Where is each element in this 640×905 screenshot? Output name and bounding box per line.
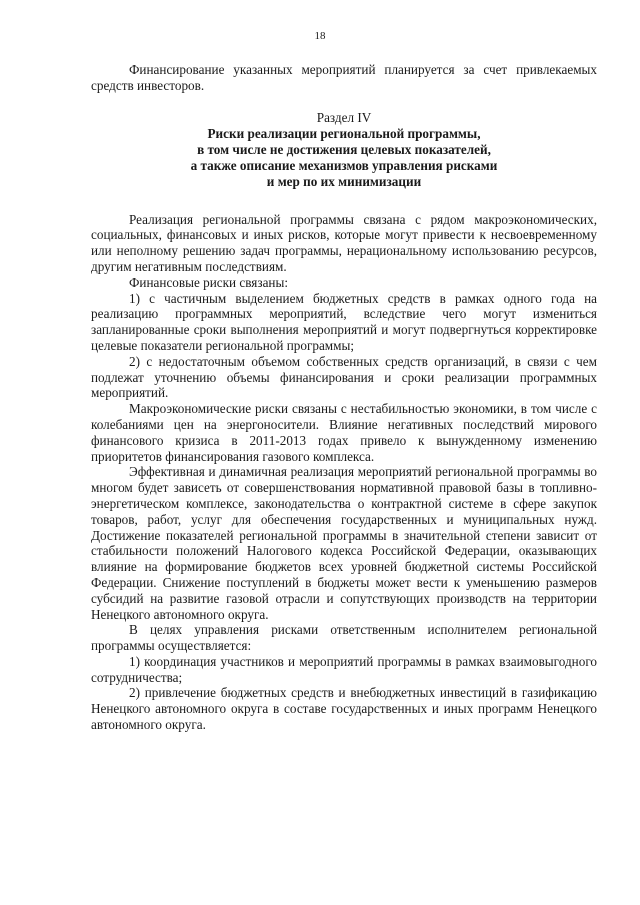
list-item: 1) координация участников и мероприятий программы в рамках взаимовыгодного сотрудничества; [91, 653, 597, 685]
body-paragraph: Эффективная и динамичная реализация мероприятий региональной программы во многом будет зависеть от совершенствования нормативной правовой базы в топливно-энергетическом комплексе, законодательства о контрактной системе в сфере закупок товаров, работ, услуг для обеспечения государственных и муниципальных нужд. Достижение показателей региональной программы в значительной степени зависит от стабильности положений Налогового кодекса Российской Федерации, оказывающих влияние на формирование бюджетов всех уровней бюджетной системы Российской Федерации. Снижение поступлений в бюджеты может вести к уменьшению размеров субсидий на развитие газовой отрасли и сопутствующих производств на территории Ненецкого автономного округа. [91, 464, 597, 622]
page-number: 18 [314, 30, 326, 42]
list-item: 2) с недостаточным объемом собственных средств организаций, в связи с чем подлежат уточнению объемы финансирования и сроки реализации программных мероприятий. [91, 353, 597, 401]
intro-paragraph: Финансирование указанных мероприятий планируется за счет привлекаемых средств инвесторов. [91, 62, 597, 93]
list-item: 2) привлечение бюджетных средств и внебюджетных инвестиций в газификацию Ненецкого автономного округа в составе государственных и иных программ Ненецкого автономного округа. [91, 685, 597, 733]
body-paragraph: В целях управления рисками ответственным исполнителем региональной программы осуществляется: [91, 622, 597, 654]
body-paragraph: Реализация региональной программы связана с рядом макроэкономических, социальных, финансовых и иных рисков, которые могут привести к несвоевременному или неполному решению задач программы, нерациональному использованию ресурсов, другим негативным последствиям. [91, 211, 597, 274]
list-item: 1) с частичным выделением бюджетных средств в рамках одного года на реализацию программных мероприятий, вследствие чего могут измениться запланированные сроки выполнения мероприятий и могут подвергнуться корректировке целевые показатели региональной программы; [91, 290, 597, 353]
document-body [91, 62, 597, 733]
section-title-line: и мер по их минимизации [266, 173, 422, 189]
section-title-line: а также описание механизмов управления рисками [190, 157, 498, 173]
section-title-line: в том числе не достижения целевых показателей, [197, 142, 491, 158]
body-paragraph: Финансовые риски связаны: [129, 274, 289, 290]
section-label: Раздел IV [316, 109, 372, 125]
section-heading [91, 110, 597, 190]
body-paragraph: Макроэкономические риски связаны с нестабильностью экономики, в том числе с колебаниями цен на энергоносители. Влияние негативных последствий мирового финансового кризиса в 2011-2013 годах привело к вынужденному изменению приоритетов финансирования газового комплекса. [91, 401, 597, 464]
section-title-line: Риски реализации региональной программы, [207, 126, 481, 142]
